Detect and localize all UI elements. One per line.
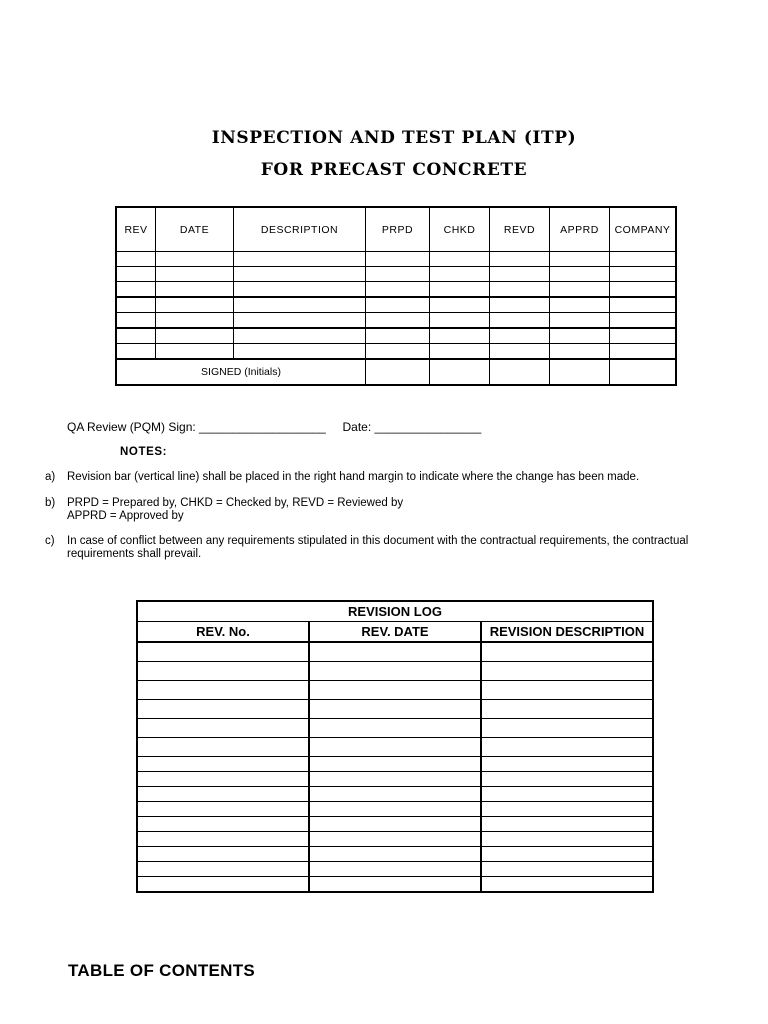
- revision-table: [115, 206, 677, 386]
- table-cell[interactable]: [137, 877, 309, 893]
- table-row: [137, 772, 653, 787]
- table-cell[interactable]: [366, 313, 430, 329]
- revision-log-table: [136, 600, 654, 893]
- header-rev: REV: [116, 207, 156, 252]
- revision-log-title-row: [137, 601, 653, 622]
- table-cell[interactable]: [550, 282, 610, 298]
- table-cell[interactable]: [234, 328, 366, 344]
- table-cell[interactable]: [309, 662, 481, 681]
- table-row: [137, 877, 653, 893]
- note-text-line: APPRD = Approved by: [67, 510, 184, 522]
- table-cell[interactable]: [309, 847, 481, 862]
- table-cell[interactable]: [430, 252, 490, 267]
- table-cell[interactable]: [481, 681, 653, 700]
- table-cell[interactable]: [610, 252, 677, 267]
- table-cell[interactable]: [234, 344, 366, 360]
- header-revision-description: REVISION DESCRIPTION: [481, 622, 653, 643]
- table-cell[interactable]: [481, 802, 653, 817]
- table-cell[interactable]: [309, 817, 481, 832]
- note-label: a): [45, 471, 56, 483]
- document-title: INSPECTION AND TEST PLAN (ITP): [211, 128, 577, 148]
- table-cell[interactable]: [550, 297, 610, 313]
- table-cell[interactable]: [234, 282, 366, 298]
- table-cell[interactable]: [309, 642, 481, 662]
- table-row: [137, 642, 653, 662]
- table-cell[interactable]: [430, 297, 490, 313]
- table-cell[interactable]: [116, 267, 156, 282]
- signed-cell-prpd[interactable]: [366, 359, 430, 385]
- table-cell[interactable]: [309, 700, 481, 719]
- signed-cell-apprd[interactable]: [550, 359, 610, 385]
- table-cell[interactable]: [309, 772, 481, 787]
- table-cell[interactable]: [490, 328, 550, 344]
- table-cell[interactable]: [156, 297, 234, 313]
- revision-table-header-row: [116, 207, 676, 252]
- notes-heading: NOTES:: [120, 446, 168, 458]
- revision-log-title: REVISION LOG: [137, 601, 653, 622]
- header-revd: REVD: [490, 207, 550, 252]
- table-cell[interactable]: [430, 282, 490, 298]
- table-row: [116, 252, 676, 267]
- table-cell[interactable]: [137, 787, 309, 802]
- header-description: DESCRIPTION: [234, 207, 366, 252]
- table-cell[interactable]: [156, 344, 234, 360]
- table-cell[interactable]: [481, 832, 653, 847]
- table-cell[interactable]: [156, 282, 234, 298]
- table-row: [137, 817, 653, 832]
- table-cell[interactable]: [490, 282, 550, 298]
- table-cell[interactable]: [430, 328, 490, 344]
- note-text-line: PRPD = Prepared by, CHKD = Checked by, REVD = Reviewed by: [67, 497, 404, 509]
- table-cell[interactable]: [490, 267, 550, 282]
- table-cell[interactable]: [610, 267, 677, 282]
- table-cell[interactable]: [490, 313, 550, 329]
- table-cell[interactable]: [156, 328, 234, 344]
- table-cell[interactable]: [137, 847, 309, 862]
- table-cell[interactable]: [234, 313, 366, 329]
- table-cell[interactable]: [481, 757, 653, 772]
- table-cell[interactable]: [481, 877, 653, 893]
- revision-log-header-row: [137, 622, 653, 643]
- table-row: [137, 757, 653, 772]
- table-cell[interactable]: [481, 719, 653, 738]
- table-cell[interactable]: [490, 344, 550, 360]
- table-cell[interactable]: [116, 313, 156, 329]
- table-row: [137, 787, 653, 802]
- table-row: [137, 802, 653, 817]
- header-apprd: APPRD: [550, 207, 610, 252]
- signed-cell-revd[interactable]: [490, 359, 550, 385]
- document-subtitle: FOR PRECAST CONCRETE: [260, 160, 528, 180]
- table-cell[interactable]: [610, 297, 677, 313]
- note-label: c): [45, 535, 55, 547]
- note-text: Revision bar (vertical line) shall be placed in the right hand margin to indicate where the change has been made.: [67, 471, 640, 483]
- table-cell[interactable]: [366, 282, 430, 298]
- table-cell[interactable]: [490, 252, 550, 267]
- table-cell[interactable]: [550, 267, 610, 282]
- table-row: [137, 832, 653, 847]
- table-cell[interactable]: [366, 344, 430, 360]
- table-cell[interactable]: [481, 787, 653, 802]
- signed-row: [116, 359, 676, 385]
- table-row: [116, 344, 676, 360]
- table-cell[interactable]: [309, 862, 481, 877]
- table-cell[interactable]: [610, 313, 677, 329]
- table-cell[interactable]: [137, 817, 309, 832]
- table-cell[interactable]: [309, 738, 481, 757]
- qa-review-line: QA Review (PQM) Sign: ___________________ Date: ________________: [67, 420, 482, 434]
- table-cell[interactable]: [481, 662, 653, 681]
- table-cell[interactable]: [481, 642, 653, 662]
- table-cell[interactable]: [610, 344, 677, 360]
- table-cell[interactable]: [366, 267, 430, 282]
- table-cell[interactable]: [481, 817, 653, 832]
- table-cell[interactable]: [309, 877, 481, 893]
- table-cell[interactable]: [234, 297, 366, 313]
- note-text: In case of conflict between any requirements stipulated in this document with the contractual requirements, the contractual requirements shall prevail.: [67, 535, 689, 560]
- table-cell[interactable]: [137, 757, 309, 772]
- table-cell[interactable]: [309, 719, 481, 738]
- table-cell[interactable]: [116, 282, 156, 298]
- table-cell[interactable]: [550, 252, 610, 267]
- table-cell[interactable]: [116, 328, 156, 344]
- table-cell[interactable]: [234, 267, 366, 282]
- table-cell[interactable]: [116, 297, 156, 313]
- table-cell[interactable]: [366, 297, 430, 313]
- table-cell[interactable]: [116, 344, 156, 360]
- table-cell[interactable]: [309, 787, 481, 802]
- table-row: [116, 297, 676, 313]
- table-cell[interactable]: [156, 267, 234, 282]
- table-cell[interactable]: [481, 862, 653, 877]
- table-cell[interactable]: [309, 802, 481, 817]
- table-cell[interactable]: [156, 252, 234, 267]
- table-cell[interactable]: [116, 252, 156, 267]
- table-cell[interactable]: [137, 642, 309, 662]
- table-row: [116, 328, 676, 344]
- table-cell[interactable]: [234, 252, 366, 267]
- table-cell[interactable]: [481, 700, 653, 719]
- table-cell[interactable]: [137, 862, 309, 877]
- table-cell[interactable]: [137, 681, 309, 700]
- table-cell[interactable]: [481, 738, 653, 757]
- table-cell[interactable]: [490, 297, 550, 313]
- table-cell[interactable]: [137, 772, 309, 787]
- signed-label: SIGNED (Initials): [116, 359, 366, 385]
- signed-cell-chkd[interactable]: [430, 359, 490, 385]
- note-text: [67, 497, 727, 523]
- table-cell[interactable]: [137, 700, 309, 719]
- table-cell[interactable]: [550, 313, 610, 329]
- table-of-contents-heading: TABLE OF CONTENTS: [68, 961, 256, 980]
- table-cell[interactable]: [366, 252, 430, 267]
- table-cell[interactable]: [430, 313, 490, 329]
- table-cell[interactable]: [430, 267, 490, 282]
- table-cell[interactable]: [137, 832, 309, 847]
- table-cell[interactable]: [550, 328, 610, 344]
- table-row: [137, 847, 653, 862]
- table-cell[interactable]: [481, 772, 653, 787]
- header-rev-date: REV. DATE: [309, 622, 481, 643]
- table-row: [137, 662, 653, 681]
- table-cell[interactable]: [550, 344, 610, 360]
- table-row: [137, 862, 653, 877]
- header-prpd: PRPD: [366, 207, 430, 252]
- table-row: [116, 267, 676, 282]
- table-row: [137, 719, 653, 738]
- header-rev-no: REV. No.: [137, 622, 309, 643]
- table-cell[interactable]: [309, 681, 481, 700]
- header-chkd: CHKD: [430, 207, 490, 252]
- table-cell[interactable]: [481, 847, 653, 862]
- table-row: [137, 700, 653, 719]
- table-row: [137, 738, 653, 757]
- table-cell[interactable]: [137, 662, 309, 681]
- table-cell[interactable]: [137, 719, 309, 738]
- table-row: [137, 681, 653, 700]
- note-label: b): [45, 497, 56, 509]
- header-date: DATE: [156, 207, 234, 252]
- table-row: [116, 282, 676, 298]
- table-cell[interactable]: [309, 757, 481, 772]
- table-cell[interactable]: [610, 328, 677, 344]
- table-row: [116, 313, 676, 329]
- table-cell[interactable]: [430, 344, 490, 360]
- header-company: COMPANY: [610, 207, 677, 252]
- table-cell[interactable]: [610, 282, 677, 298]
- signed-cell-company[interactable]: [610, 359, 677, 385]
- table-cell[interactable]: [309, 832, 481, 847]
- table-cell[interactable]: [137, 738, 309, 757]
- table-cell[interactable]: [137, 802, 309, 817]
- table-cell[interactable]: [366, 328, 430, 344]
- table-cell[interactable]: [156, 313, 234, 329]
